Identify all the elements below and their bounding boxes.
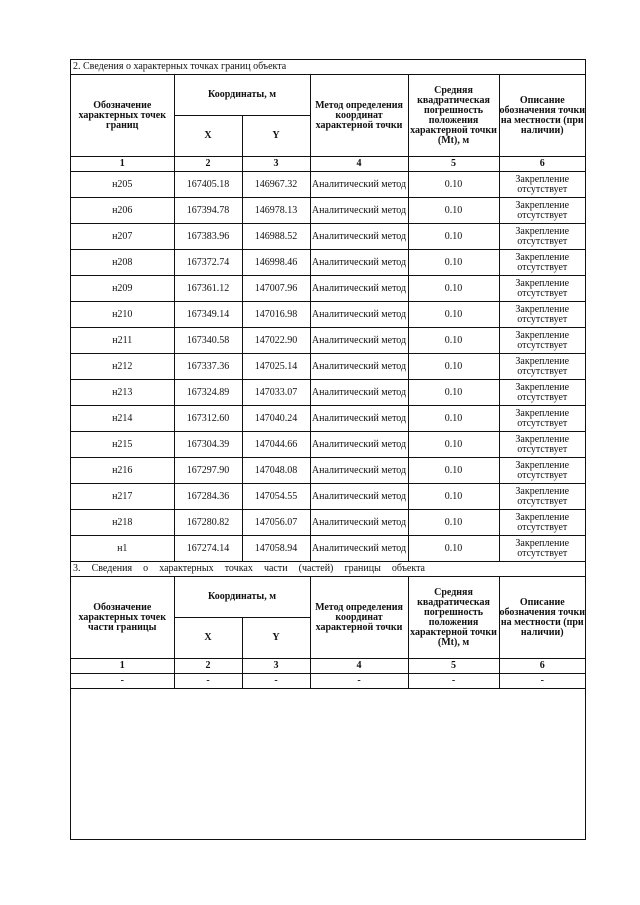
header-method: Метод определения координат характерной точки: [310, 577, 408, 659]
column-number: 3: [242, 157, 310, 172]
description-cell: Закрепление отсутствует: [499, 224, 585, 250]
error-cell: 0.10: [408, 250, 499, 276]
point-cell: н210: [71, 302, 174, 328]
header-description: Описание обозначения точки на местности (при наличии): [499, 75, 585, 157]
y-coordinate-cell: 147040.24: [242, 406, 310, 432]
error-cell: 0.10: [408, 380, 499, 406]
method-cell: Аналитический метод: [310, 224, 408, 250]
table-row: [71, 302, 585, 328]
x-coordinate-cell: 167280.82: [174, 510, 242, 536]
error-cell: 0.10: [408, 172, 499, 198]
table-row: [71, 198, 585, 224]
header-error: Средняя квадратическая погрешность положения характерной точки (Mt), м: [408, 577, 499, 659]
x-coordinate-cell: 167405.18: [174, 172, 242, 198]
y-coordinate-cell: 147033.07: [242, 380, 310, 406]
point-cell: н207: [71, 224, 174, 250]
method-cell: Аналитический метод: [310, 250, 408, 276]
y-coordinate-cell: 147044.66: [242, 432, 310, 458]
description-cell: Закрепление отсутствует: [499, 536, 585, 562]
table-row: [71, 536, 585, 562]
header-coordinates: Координаты, м: [174, 577, 310, 618]
description-cell: Закрепление отсутствует: [499, 328, 585, 354]
description-cell: Закрепление отсутствует: [499, 484, 585, 510]
x-coordinate-cell: 167340.58: [174, 328, 242, 354]
column-number: 1: [71, 157, 174, 172]
column-number: 6: [499, 659, 585, 674]
y-coordinate-cell: 146967.32: [242, 172, 310, 198]
point-cell: н214: [71, 406, 174, 432]
point-cell: н209: [71, 276, 174, 302]
table-row: [71, 380, 585, 406]
section3-title: 3. Сведения о характерных точках части (частей) границы объекта: [71, 562, 585, 577]
point-cell: н208: [71, 250, 174, 276]
point-cell: н206: [71, 198, 174, 224]
x-coordinate-cell: 167284.36: [174, 484, 242, 510]
description-cell: Закрепление отсутствует: [499, 510, 585, 536]
method-cell: Аналитический метод: [310, 354, 408, 380]
x-coordinate-cell: 167304.39: [174, 432, 242, 458]
point-cell: н217: [71, 484, 174, 510]
description-cell: Закрепление отсутствует: [499, 406, 585, 432]
table-row: [71, 354, 585, 380]
method-cell: Аналитический метод: [310, 458, 408, 484]
column-number: 4: [310, 157, 408, 172]
column-number: 5: [408, 659, 499, 674]
column-number: 2: [174, 659, 242, 674]
point-cell: н205: [71, 172, 174, 198]
y-coordinate-cell: 147058.94: [242, 536, 310, 562]
empty-cell: -: [408, 674, 499, 689]
error-cell: 0.10: [408, 354, 499, 380]
column-number: 1: [71, 659, 174, 674]
method-cell: Аналитический метод: [310, 510, 408, 536]
method-cell: Аналитический метод: [310, 172, 408, 198]
x-coordinate-cell: 167349.14: [174, 302, 242, 328]
header-row: [71, 577, 585, 618]
y-coordinate-cell: 146988.52: [242, 224, 310, 250]
description-cell: Закрепление отсутствует: [499, 198, 585, 224]
table-row: [71, 328, 585, 354]
header-designation: Обозначение характерных точек границ: [71, 75, 174, 157]
x-coordinate-cell: 167383.96: [174, 224, 242, 250]
x-coordinate-cell: 167324.89: [174, 380, 242, 406]
point-cell: н218: [71, 510, 174, 536]
description-cell: Закрепление отсутствует: [499, 276, 585, 302]
x-coordinate-cell: 167394.78: [174, 198, 242, 224]
header-designation: Обозначение характерных точек части границы: [71, 577, 174, 659]
section2-rows: [71, 172, 585, 562]
point-cell: н215: [71, 432, 174, 458]
section2-title: 2. Сведения о характерных точках границ объекта: [71, 60, 585, 75]
description-cell: Закрепление отсутствует: [499, 458, 585, 484]
method-cell: Аналитический метод: [310, 328, 408, 354]
y-coordinate-cell: 146998.46: [242, 250, 310, 276]
y-coordinate-cell: 147025.14: [242, 354, 310, 380]
column-number-row: [71, 157, 585, 172]
x-coordinate-cell: 167312.60: [174, 406, 242, 432]
document-frame: [70, 59, 586, 840]
point-cell: н212: [71, 354, 174, 380]
description-cell: Закрепление отсутствует: [499, 172, 585, 198]
y-coordinate-cell: 146978.13: [242, 198, 310, 224]
x-coordinate-cell: 167337.36: [174, 354, 242, 380]
error-cell: 0.10: [408, 198, 499, 224]
table-row: [71, 276, 585, 302]
y-coordinate-cell: 147007.96: [242, 276, 310, 302]
description-cell: Закрепление отсутствует: [499, 380, 585, 406]
x-coordinate-cell: 167372.74: [174, 250, 242, 276]
header-x: X: [174, 116, 242, 157]
x-coordinate-cell: 167361.12: [174, 276, 242, 302]
method-cell: Аналитический метод: [310, 536, 408, 562]
error-cell: 0.10: [408, 432, 499, 458]
column-number: 5: [408, 157, 499, 172]
error-cell: 0.10: [408, 276, 499, 302]
point-cell: н213: [71, 380, 174, 406]
empty-cell: -: [71, 674, 174, 689]
column-number: 6: [499, 157, 585, 172]
description-cell: Закрепление отсутствует: [499, 432, 585, 458]
header-x: X: [174, 618, 242, 659]
table-row: [71, 458, 585, 484]
empty-cell: -: [310, 674, 408, 689]
description-cell: Закрепление отсутствует: [499, 250, 585, 276]
empty-data-row: [71, 674, 585, 689]
y-coordinate-cell: 147054.55: [242, 484, 310, 510]
column-number: 2: [174, 157, 242, 172]
error-cell: 0.10: [408, 458, 499, 484]
table-row: [71, 172, 585, 198]
method-cell: Аналитический метод: [310, 302, 408, 328]
table-row: [71, 250, 585, 276]
table-row: [71, 224, 585, 250]
description-cell: Закрепление отсутствует: [499, 302, 585, 328]
error-cell: 0.10: [408, 302, 499, 328]
table-row: [71, 432, 585, 458]
empty-cell: -: [499, 674, 585, 689]
error-cell: 0.10: [408, 484, 499, 510]
y-coordinate-cell: 147048.08: [242, 458, 310, 484]
point-cell: н211: [71, 328, 174, 354]
error-cell: 0.10: [408, 328, 499, 354]
method-cell: Аналитический метод: [310, 276, 408, 302]
empty-cell: -: [242, 674, 310, 689]
method-cell: Аналитический метод: [310, 406, 408, 432]
method-cell: Аналитический метод: [310, 380, 408, 406]
header-method: Метод определения координат характерной точки: [310, 75, 408, 157]
header-coordinates: Координаты, м: [174, 75, 310, 116]
header-description: Описание обозначения точки на местности (при наличии): [499, 577, 585, 659]
header-y: Y: [242, 116, 310, 157]
y-coordinate-cell: 147056.07: [242, 510, 310, 536]
description-cell: Закрепление отсутствует: [499, 354, 585, 380]
header-row: [71, 75, 585, 116]
section2-table: [71, 75, 585, 562]
table-row: [71, 484, 585, 510]
method-cell: Аналитический метод: [310, 198, 408, 224]
error-cell: 0.10: [408, 510, 499, 536]
column-number: 4: [310, 659, 408, 674]
y-coordinate-cell: 147022.90: [242, 328, 310, 354]
header-y: Y: [242, 618, 310, 659]
column-number: 3: [242, 659, 310, 674]
error-cell: 0.10: [408, 224, 499, 250]
x-coordinate-cell: 167297.90: [174, 458, 242, 484]
table-row: [71, 406, 585, 432]
section3-table: [71, 577, 585, 689]
point-cell: н1: [71, 536, 174, 562]
error-cell: 0.10: [408, 406, 499, 432]
table-row: [71, 510, 585, 536]
y-coordinate-cell: 147016.98: [242, 302, 310, 328]
point-cell: н216: [71, 458, 174, 484]
method-cell: Аналитический метод: [310, 432, 408, 458]
column-number-row: [71, 659, 585, 674]
error-cell: 0.10: [408, 536, 499, 562]
x-coordinate-cell: 167274.14: [174, 536, 242, 562]
header-error: Средняя квадратическая погрешность положения характерной точки (Mt), м: [408, 75, 499, 157]
method-cell: Аналитический метод: [310, 484, 408, 510]
empty-cell: -: [174, 674, 242, 689]
